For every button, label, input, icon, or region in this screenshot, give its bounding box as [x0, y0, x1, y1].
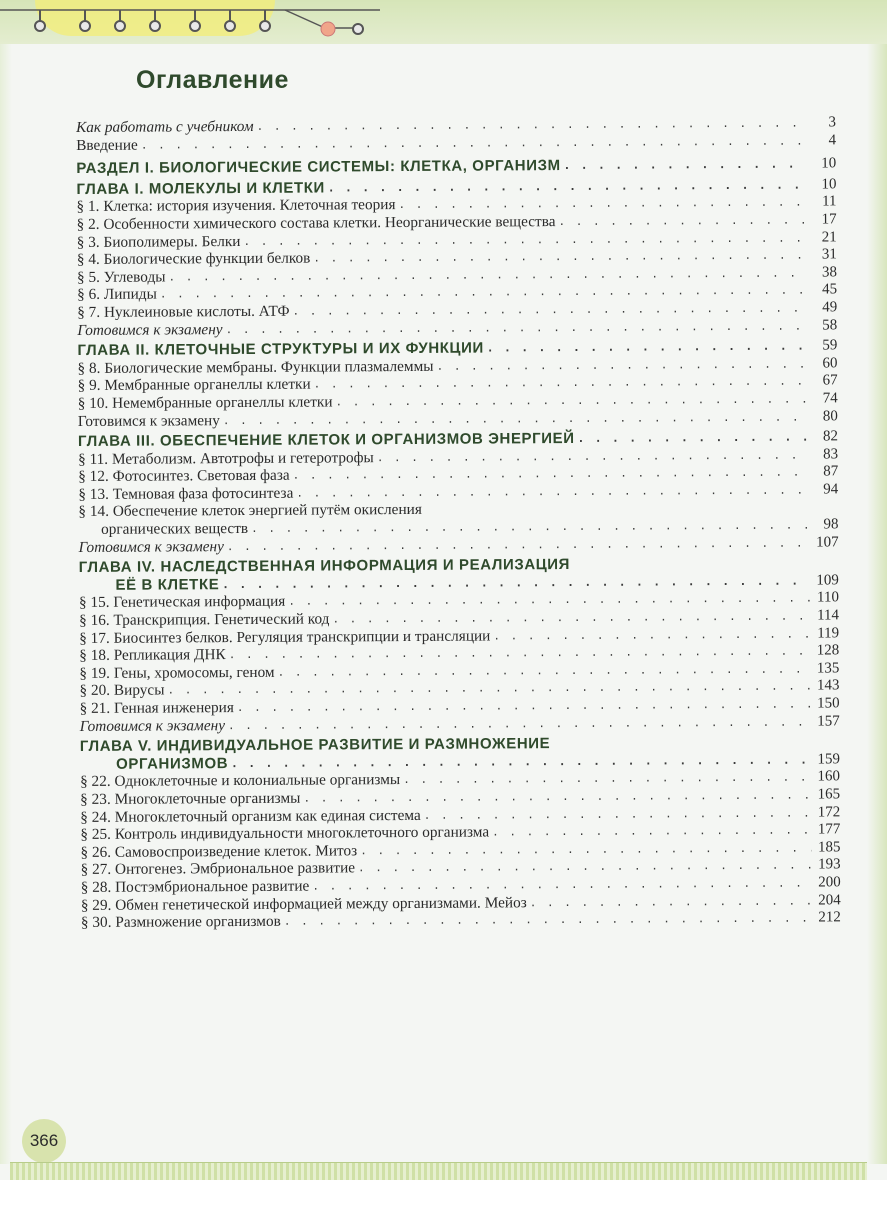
toc-dot-leader: [578, 429, 809, 448]
toc-entry-page: 110: [816, 589, 839, 606]
toc-entry-page: 94: [823, 481, 839, 498]
toc-entry-page: 21: [821, 228, 837, 246]
toc-entry-page: 143: [816, 677, 840, 694]
toc-entry-title: § 14. Обеспечение клеток энергией путём окисления: [78, 501, 422, 521]
toc-dot-leader: [493, 625, 810, 645]
toc-entry-page: 135: [816, 660, 840, 677]
toc-entry-page: 109: [816, 572, 839, 589]
toc-entry-page: 160: [817, 768, 841, 785]
toc-entry-title: § 13. Темновая фаза фотосинтеза: [78, 484, 294, 503]
toc-entry-title: ГЛАВА III. ОБЕСПЕЧЕНИЕ КЛЕТОК И ОРГАНИЗМОВ ЭНЕРГИЕЙ: [77, 430, 575, 451]
bottom-decorative-band: [10, 1162, 867, 1181]
toc-entry-page: 87: [823, 463, 839, 480]
toc-entry-page: 82: [822, 428, 839, 445]
toc-entry-page: 31: [821, 246, 837, 263]
toc-entry-title: § 21. Генная инженерия: [79, 699, 234, 717]
toc-entry-title: § 25. Контроль индивидуальности многоклеточного организма: [80, 823, 490, 844]
toc-entry-title: § 17. Биосинтез белков. Регуляция транскрипции и трансляции: [79, 627, 491, 647]
toc-entry-title: § 22. Одноклеточные и колониальные организмы: [79, 771, 401, 791]
toc-entry-title: Введение: [76, 136, 138, 154]
toc-entry-page: 74: [822, 390, 838, 407]
toc-entry-title: § 18. Репликация ДНК: [79, 646, 226, 665]
page-bottom-margin: [0, 1180, 887, 1214]
toc-entry-page: 200: [818, 874, 841, 891]
toc-entry-title: § 28. Постэмбриональное развитие: [80, 877, 310, 896]
toc-entry-page: 60: [822, 355, 838, 372]
toc-entry-page: 119: [817, 624, 840, 642]
toc-entry: [81, 909, 841, 931]
toc-entry-page: 11: [822, 193, 837, 210]
toc-entry-title: ГЛАВА IV. НАСЛЕДСТВЕННАЯ ИНФОРМАЦИЯ И РЕАЛИЗАЦИЯ: [78, 556, 571, 577]
molecule-decoration: [0, 0, 887, 44]
toc-entry-title: ГЛАВА V. ИНДИВИДУАЛЬНОЕ РАЗВИТИЕ И РАЗМНОЖЕНИЕ: [79, 735, 551, 756]
toc-entry-title: ГЛАВА I. МОЛЕКУЛЫ И КЛЕТКИ: [76, 179, 325, 198]
toc-entry-page: 157: [817, 712, 840, 730]
toc-entry-page: 49: [822, 299, 838, 316]
toc-entry-title: § 24. Многоклеточный организм как единая система: [80, 806, 421, 826]
toc-dot-leader: [436, 355, 808, 375]
toc-dot-leader: [226, 317, 809, 338]
toc-dot-leader: [296, 481, 809, 502]
page-title: Оглавление: [136, 66, 289, 94]
page-left-edge: [0, 44, 12, 1164]
toc-entry-page: 172: [817, 803, 841, 821]
toc-entry-title: § 5. Углеводы: [76, 268, 166, 286]
toc-entry-title: Готовимся к экзамену: [78, 537, 224, 556]
toc-entry-title: § 19. Гены, хромосомы, геном: [79, 663, 275, 682]
toc-entry-page: 212: [818, 909, 841, 926]
toc-entry-page: 45: [822, 281, 838, 298]
toc-entry-page: 185: [817, 839, 841, 856]
toc-entry-page: 150: [817, 695, 840, 712]
toc-entry-page: 59: [822, 337, 838, 354]
toc-dot-leader: [228, 713, 811, 734]
toc-entry-title: Готовимся к экзамену: [77, 320, 223, 339]
toc-entry-title: § 8. Биологические мембраны. Функции плазмалеммы: [77, 357, 434, 377]
toc-entry-page: 3: [828, 114, 837, 131]
toc-entry-page: 128: [816, 642, 840, 659]
toc-entry-page: 98: [823, 516, 839, 533]
toc-dot-leader: [530, 892, 812, 911]
toc-entry-title: § 4. Биологические функции белков: [76, 249, 311, 269]
toc-entry-title: § 6. Липиды: [77, 285, 157, 304]
toc-dot-leader: [564, 156, 808, 175]
toc-entry-title: § 23. Многоклеточные организмы: [80, 789, 301, 808]
table-of-contents: [76, 114, 841, 931]
toc-entry-title: Как работать с учебником: [76, 117, 254, 136]
toc-dot-leader: [558, 212, 807, 231]
toc-dot-leader: [487, 338, 809, 358]
toc-entry-page: 83: [823, 446, 839, 463]
toc-entry-page: 159: [817, 751, 840, 768]
toc-entry-title: § 7. Нуклеиновые кислоты. АТФ: [77, 302, 290, 321]
toc-entry-title: § 30. Размножение организмов: [80, 912, 281, 932]
toc-entry-title: § 3. Биополимеры. Белки: [76, 232, 241, 251]
toc-entry-title: § 9. Мембранные органеллы клетки: [77, 375, 311, 395]
toc-entry-title: § 2. Особенности химического состава клетки. Неорганические вещества: [76, 213, 556, 233]
toc-entry-title: § 11. Метаболизм. Автотрофы и гетеротрофы: [78, 448, 374, 468]
toc-entry-title: § 15. Генетическая информация: [78, 593, 286, 612]
toc-entry-title: § 16. Транскрипция. Генетический код: [79, 610, 330, 630]
toc-entry-title: ЕЁ В КЛЕТКЕ: [115, 575, 220, 594]
toc-dot-leader: [492, 822, 811, 842]
toc-entry-title: § 12. Фотосинтез. Световая фаза: [78, 466, 290, 486]
page-number: 366: [22, 1119, 66, 1163]
toc-entry-title: § 20. Вирусы: [79, 681, 165, 700]
page-right-edge: [867, 44, 887, 1164]
toc-entry-title: органических веществ: [101, 520, 249, 538]
toc-entry-title: ОРГАНИЗМОВ: [116, 754, 229, 773]
toc-entry-page: 107: [816, 534, 839, 551]
toc-entry-page: 10: [821, 155, 837, 172]
toc-entry-page: 4: [828, 131, 837, 148]
toc-entry-title: § 29. Обмен генетической информацией между организмами. Мейоз: [80, 893, 527, 914]
toc-entry-page: 58: [822, 316, 838, 333]
toc-dot-leader: [223, 408, 809, 429]
toc-dot-leader: [284, 910, 812, 931]
toc-entry-page: 177: [817, 821, 841, 838]
toc-entry-title: РАЗДЕЛ I. БИОЛОГИЧЕСКИЕ СИСТЕМЫ: КЛЕТКА, ОРГАНИЗМ: [76, 157, 561, 178]
toc-entry-title: § 27. Онтогенез. Эмбриональное развитие: [80, 859, 356, 879]
toc-entry-page: 38: [821, 264, 837, 281]
toc-entry-title: Готовимся к экзамену: [79, 716, 226, 735]
toc-entry-page: 165: [817, 786, 841, 803]
toc-dot-leader: [227, 534, 810, 555]
toc-entry-title: Готовимся к экзамену: [77, 411, 220, 430]
toc-entry-page: 193: [818, 856, 841, 873]
toc-entry-page: 114: [817, 607, 840, 624]
toc-entry-page: 204: [818, 891, 841, 909]
toc-entry-page: 10: [821, 176, 837, 193]
toc-entry-title: ГЛАВА II. КЛЕТОЧНЫЕ СТРУКТУРЫ И ИХ ФУНКЦИИ: [77, 339, 484, 360]
toc-entry-title: § 1. Клетка: история изучения. Клеточная теория: [76, 196, 396, 216]
toc-entry-title: § 10. Немембранные органеллы клетки: [77, 393, 333, 412]
toc-entry-page: 17: [821, 211, 837, 228]
toc-entry-page: 67: [822, 372, 838, 389]
toc-entry-page: 80: [822, 407, 838, 424]
toc-entry-title: § 26. Самовоспроизведение клеток. Митоз: [80, 842, 358, 861]
